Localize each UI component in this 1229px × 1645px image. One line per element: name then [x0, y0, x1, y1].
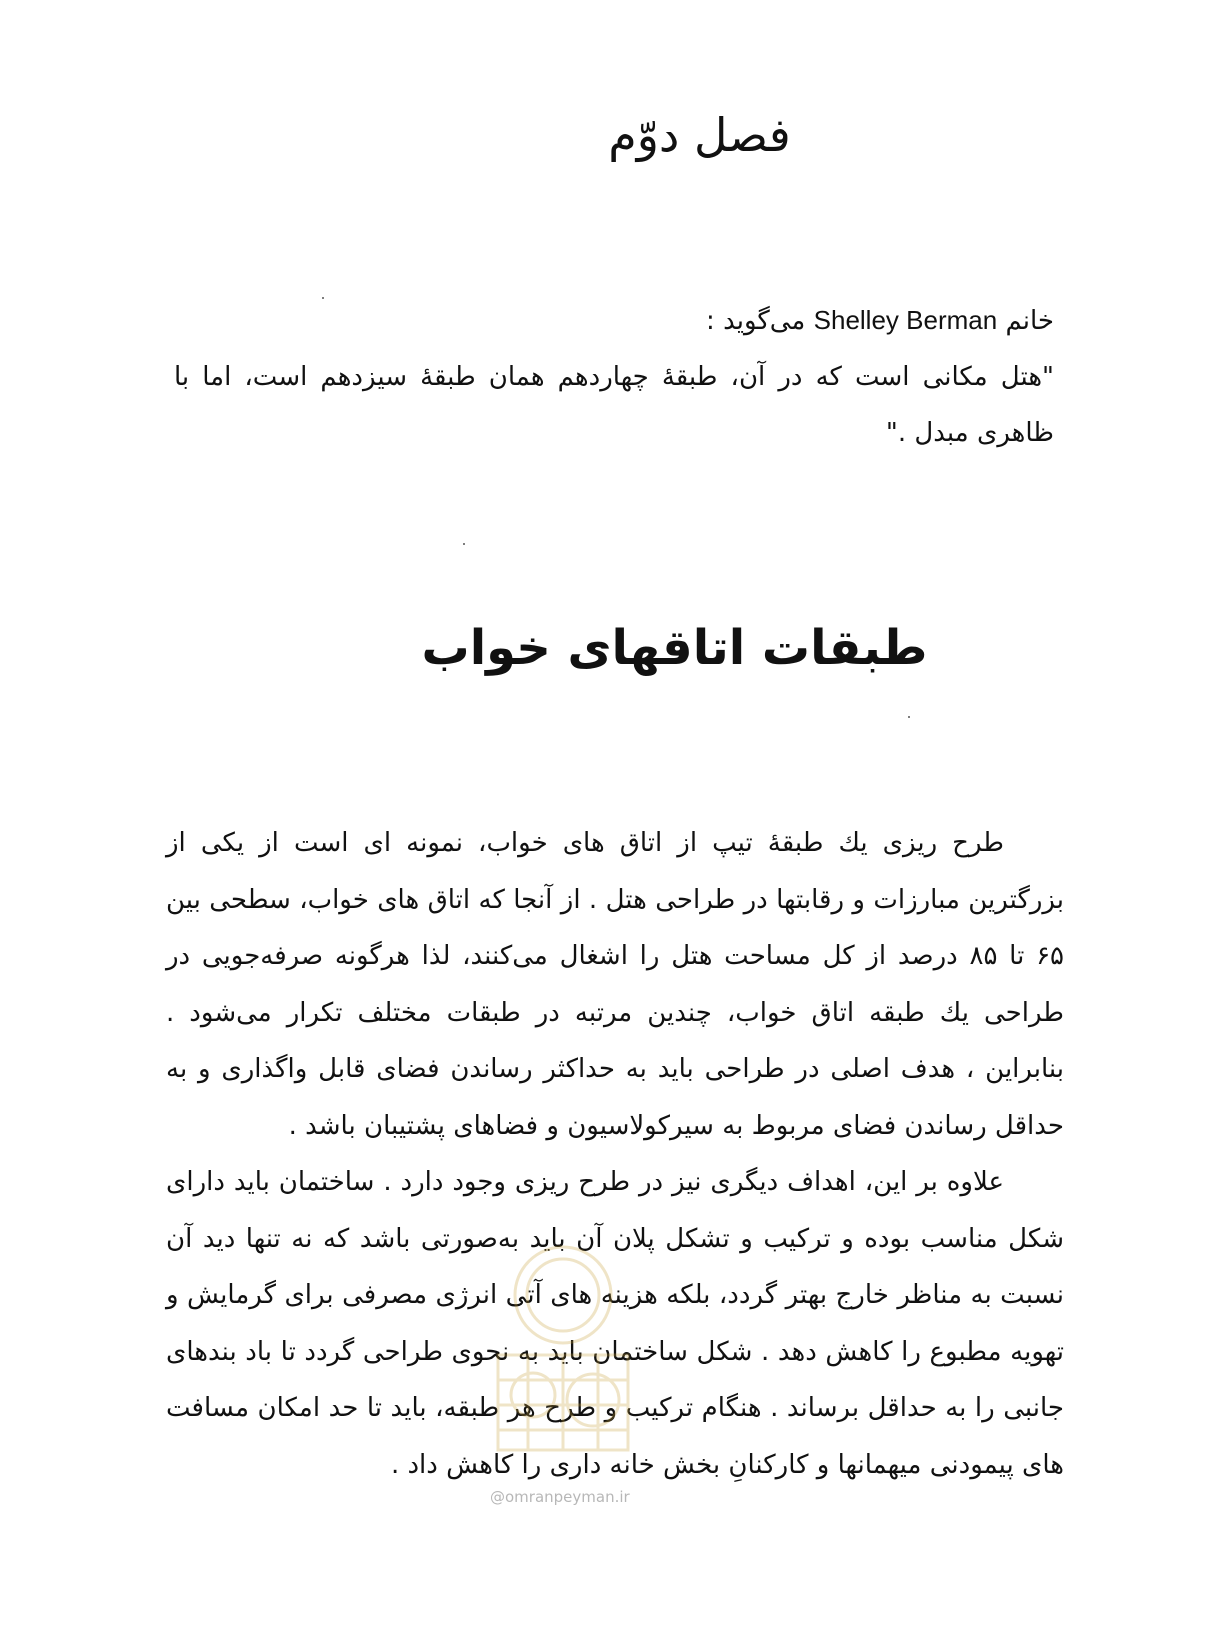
epigraph — [174, 292, 1054, 461]
section-title: طبقات اتاقهای خواب — [421, 620, 928, 676]
watermark-url: @omranpeyman.ir — [490, 1488, 630, 1506]
chapter-title: فصل دوّم — [608, 108, 791, 162]
epigraph-intro-prefix: خانم — [997, 306, 1054, 336]
epigraph-author: Shelley Berman — [813, 305, 998, 335]
epigraph-attribution — [174, 292, 1054, 349]
paragraph-1: طرح ریزی یك طبقهٔ تیپ از اتاق های خواب، نمونه ای است از یکی از بزرگترین مبارزات و رقابتها در طراحی هتل . از آنجا که اتاق های خواب، سطحی بین ۶۵ تا ۸۵ درصد از کل مساحت هتل را اشغال می‌کنند، لذا هرگونه صرفه‌جویی در طراحی یك طبقه اتاق خواب، چندین مرتبه در طبقات مختلف تکرار می‌شود . بنابراین ، هدف اصلی در طراحی باید به حداکثر رساندن فضای قابل واگذاری و به حداقل رساندن فضای مربوط به سیرکولاسیون و فضاهای پشتیبان باشد . — [166, 828, 1065, 1141]
epigraph-text: "هتل مکانی است که در آن، طبقهٔ چهاردهم همان طبقهٔ سیزدهم است، اما با ظاهری مبدل ." — [174, 362, 1054, 448]
watermark-stamp-icon — [478, 1235, 648, 1465]
scan-speck — [322, 297, 324, 299]
scan-speck — [908, 716, 910, 718]
epigraph-intro-suffix: می‌گوید : — [706, 306, 814, 336]
paragraph-2: علاوه بر این، اهداف دیگری نیز در طرح ریزی وجود دارد . ساختمان باید دارای شکل مناسب بوده و ترکیب و تشکل پلان آن باید به‌صورتی باشد که نه تنها دید آن نسبت به مناظر خارج بهتر گردد، بلکه هزینه های آتی انرژی مصرفی برای گرمایش و تهویه مطبوع را کاهش دهد . شکل ساختمان باید به نحوی طراحی گردد تا باد بندهای جانبی را به حداقل برساند . هنگام ترکیب و طرح هر طبقه، باید تا حد امکان مسافت های پیمودنی میهمانها و کارکنانِ بخش خانه داری را کاهش داد . — [166, 1167, 1064, 1480]
scan-speck — [463, 543, 465, 545]
